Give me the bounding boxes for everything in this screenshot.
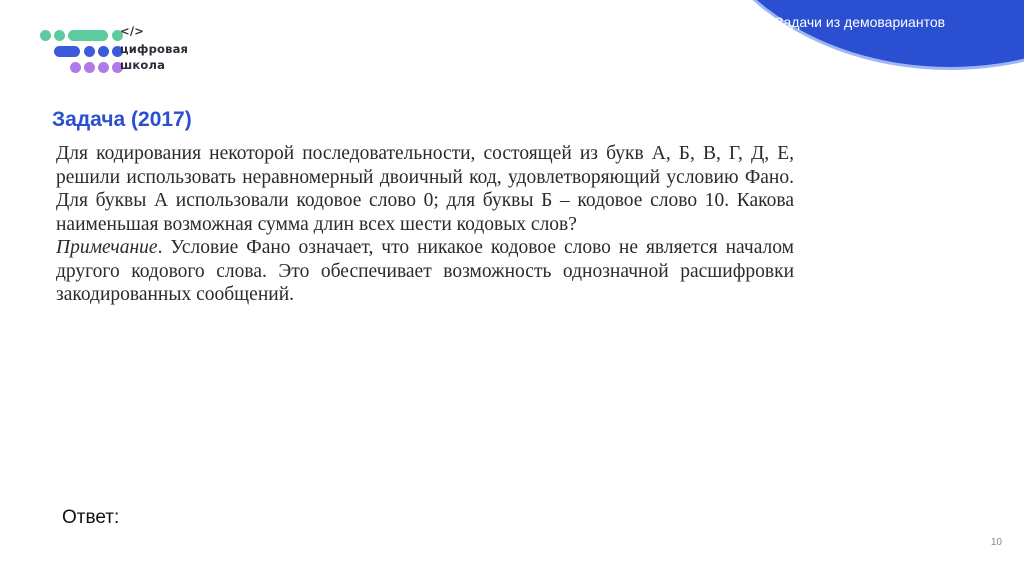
logo-dot-icon	[70, 62, 81, 73]
logo-dot-icon	[84, 62, 95, 73]
page-number: 10	[990, 537, 1002, 548]
logo-pill-icon	[68, 30, 108, 41]
logo-code-symbol: </>	[120, 24, 145, 38]
logo-dot-icon	[40, 30, 51, 41]
logo-dot-icon	[54, 30, 65, 41]
section-title: Задачи из демовариантов	[775, 14, 946, 30]
logo-pill-icon	[54, 46, 80, 57]
task-paragraph: Для кодирования некоторой последовательности, состоящей из букв А, Б, В, Г, Д, Е, решили использовать неравномерный двоичный код, удовлетворяющий условию Фано. Для буквы А использовали кодовое слово 0; для буквы Б – кодовое слово 10. Какова наименьшая возможная сумма длин всех шести кодовых слов?	[56, 143, 794, 235]
logo-dot-icon	[84, 46, 95, 57]
digital-school-logo	[40, 18, 200, 78]
answer-label: Ответ:	[62, 507, 120, 528]
logo-dot-icon	[98, 46, 109, 57]
header-corner-shape	[690, 0, 1024, 70]
logo-line1: цифровая	[120, 42, 189, 56]
logo-dot-icon	[98, 62, 109, 73]
note-text: . Условие Фано означает, что никакое кодовое слово не является началом другого кодового слова. Это обеспечивает возможность однозначной расшифровки закодированных сообщений.	[56, 237, 794, 305]
task-heading: Задача (2017)	[52, 108, 192, 131]
task-body	[56, 142, 794, 307]
note-label: Примечание	[56, 237, 158, 258]
task-note	[56, 236, 794, 307]
logo-line2: школа	[120, 58, 166, 72]
